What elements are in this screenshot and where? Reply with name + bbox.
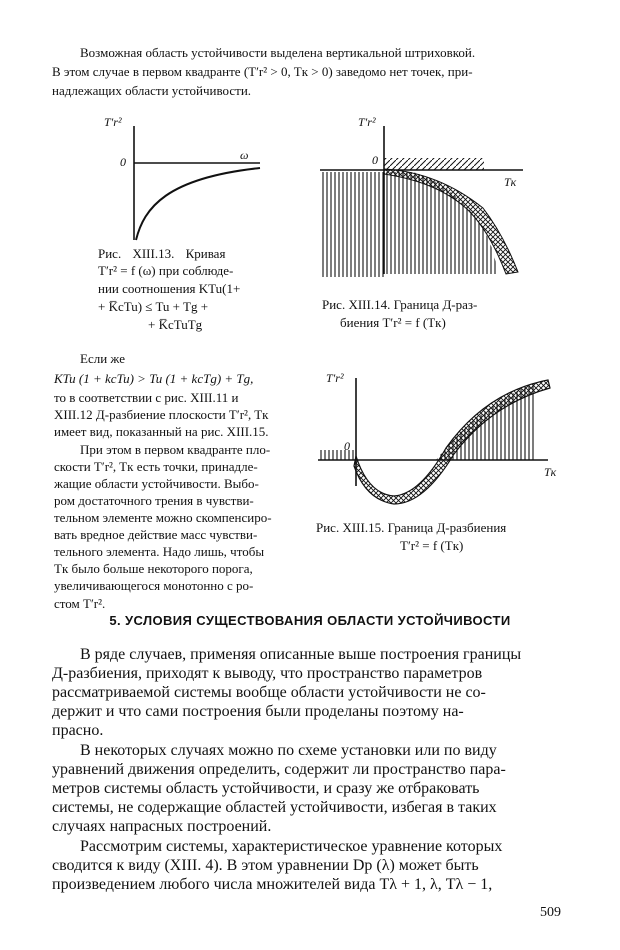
fig14-axis-hatch [384,158,484,170]
fig15-caption-1: Рис. XIII.15. Граница Д-разбиения [316,520,507,535]
fig14-caption-1: Рис. XIII.14. Граница Д-раз- [322,297,478,312]
page-number: 509 [540,905,561,920]
figure-15 [316,368,576,516]
fig14-y-label: T′r² [358,115,376,129]
side-line-13: Tк было больше некоторого порога, [54,561,253,576]
para1-line-2: Д-разбиения, приходят к выводу, что пространство параметров [52,665,483,682]
side-line-12: тельного элемента. Надо лишь, чтобы [54,544,265,559]
para2-line-3: метров системы область устойчивости, и сразу же отбраковать [52,780,480,797]
side-line-4: XIII.12 Д-разбиение плоскости T′r², Tк [54,407,269,422]
side-line-8: жащие области устойчивости. Выбо- [54,476,259,491]
para3-line-3: произведением любого числа множителей вида Tλ + 1, λ, Tλ − 1, [52,876,493,893]
side-line-1: Если же [80,351,125,366]
fig13-caption-4: + K̅cTu) ≤ Tu + Tg + [98,299,209,314]
fig15-zero: 0 [344,439,350,453]
para2-line-5: случаях напрасных построений. [52,818,272,835]
intro-line-3: надлежащих области устойчивости. [52,83,252,98]
fig13-y-label: T′r² [104,115,122,129]
fig13-caption-5: + K̅cTuTg [148,317,203,332]
fig15-x-label: Tк [544,465,557,479]
side-line-11: вать вредное действие масс чувстви- [54,527,258,542]
side-line-9: ром достаточного трения в чувстви- [54,493,254,508]
fig15-caption-2: T′r² = f (Tк) [400,538,464,553]
para3-line-2: сводится к виду (XIII. 4). В этом уравнении Dp (λ) может быть [52,857,479,874]
fig15-region-left [318,450,356,460]
fig15-y-label: T′r² [326,371,344,385]
fig13-curve [136,168,260,240]
intro-line-1: Возможная область устойчивости выделена вертикальной штриховкой. [80,45,476,60]
fig13-zero: 0 [120,155,126,169]
fig13-x-label: ω [240,148,249,162]
para1-line-1: В ряде случаев, применяя описанные выше построения границы [80,646,522,663]
para1-line-3: рассматриваемой системы вообще области устойчивости не со- [52,684,486,701]
para3-line-1: Рассмотрим системы, характеристическое уравнение которых [80,838,503,855]
side-line-6: При этом в первом квадранте пло- [80,442,271,457]
fig14-x-label: Tк [504,175,517,189]
fig13-caption-2: T′r² = f (ω) при соблюде- [98,263,234,278]
fig13-caption-1: Рис. XIII.13. Кривая [98,246,226,261]
para1-line-5: прасно. [52,722,104,739]
section-heading: 5. УСЛОВИЯ СУЩЕСТВОВАНИЯ ОБЛАСТИ УСТОЙЧИВОСТИ [109,613,511,628]
para2-line-2: уравнений движения определить, содержит ли пространство пара- [52,761,506,778]
side-line-2: KTu (1 + kcTu) > Tu (1 + kcTg) + Tg, [54,371,254,386]
intro-line-2: В этом случае в первом квадранте (T′r² > 0, Tк > 0) заведомо нет точек, при- [52,64,473,79]
para1-line-4: держит и что сами построения были проделаны поэтому на- [52,703,464,720]
para2-line-1: В некоторых случаях можно по схеме установки или по виду [80,742,497,759]
para2-line-4: системы, не содержащие областей устойчивости, избегая в таких [52,799,497,816]
fig14-region-left [320,172,384,277]
side-line-15: стом T′r². [54,596,106,611]
side-line-5: имеет вид, показанный на рис. XIII.15. [54,424,269,439]
side-line-14: увеличивающегося монотонно с ро- [54,578,254,593]
fig14-caption-2: биения T′r² = f (Tк) [340,315,446,330]
side-line-7: скости T′r², Tк есть точки, принадле- [54,459,258,474]
figure-14 [318,112,548,287]
side-line-3: то в соответствии с рис. XIII.11 и [54,390,239,405]
fig13-caption-3: нии соотношения KTu(1+ [98,281,241,296]
figure-13 [100,112,280,242]
side-line-10: тельном элементе можно скомпенсиро- [54,510,272,525]
fig14-zero: 0 [372,153,378,167]
